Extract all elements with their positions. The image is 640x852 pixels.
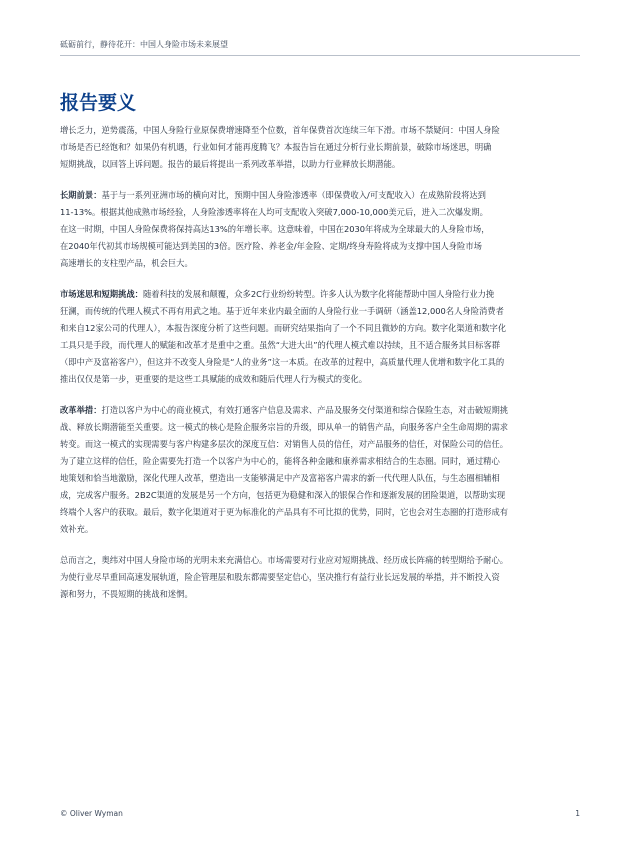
paragraph-line: [60, 320, 584, 337]
running-header: 砥砺前行，静待花开：中国人身险市场未来展望: [60, 40, 228, 49]
paragraph-line: [60, 487, 584, 504]
line-text: 转变。而这一模式的实现需要与客户构建多层次的深度互信：对销售人员的信任，对产品服务的信任，对保险公司的信任。: [60, 439, 509, 449]
line-text: 终端个人客户的获取。最后，数字化渠道对于更为标准化的产品具有不可比拟的优势，同时，它也会对生态圈的打造形成有: [60, 507, 509, 517]
paragraph-line: [60, 204, 584, 221]
line-text: 在这一时期，中国人身险保费将保持高达13%的年增长率。这意味着，中国在2030年将成为全球最大的人身险市场，: [60, 224, 490, 234]
paragraph-line: [60, 255, 584, 272]
paragraph-line: [60, 156, 584, 173]
page-title: 报告要义: [60, 92, 137, 114]
line-text: 为使行业尽早重回高速发展轨道，险企管理层和股东都需要坚定信心，坚决推行有益行业长远发展的举措，并不断投入资: [60, 572, 500, 582]
page-number: 1: [575, 809, 580, 818]
paragraph-line: [60, 419, 584, 436]
paragraph-line: [60, 470, 584, 487]
paragraph-line: [60, 552, 584, 569]
paragraph: [60, 402, 584, 538]
paragraph-line: [60, 221, 584, 238]
paragraph-line: [60, 139, 584, 156]
line-text: 增长乏力，逆势震荡，中国人身险行业原保费增速降至个位数，首年保费首次连续三年下滑。市场不禁疑问：中国人身险: [60, 125, 500, 135]
paragraph-line: [60, 504, 584, 521]
paragraph-line: [60, 187, 584, 204]
line-text: 打造以客户为中心的商业模式，有效打通客户信息及需求、产品及服务交付渠道和综合保险生态，对击破短期挑: [101, 405, 509, 415]
paragraph: [60, 552, 584, 603]
paragraph: [60, 187, 584, 272]
paragraph-line: [60, 337, 584, 354]
paragraph-line: [60, 238, 584, 255]
paragraph: [60, 286, 584, 388]
footer-copyright: © Oliver Wyman: [60, 809, 123, 818]
paragraph: [60, 122, 584, 173]
paragraph-line: [60, 436, 584, 453]
line-text: 随着科技的发展和颠覆，众多2C行业纷纷转型。许多人认为数字化将能帮助中国人身险行业力挽: [142, 289, 495, 299]
paragraph-line: [60, 569, 584, 586]
line-text: 成，完成客户服务。2B2C渠道的发展是另一个方向，包括更为稳健和深入的银保合作和逐渐发展的团险渠道，以帮助实现: [60, 490, 506, 500]
paragraph-line: [60, 122, 584, 139]
line-text: 11-13%。根据其他成熟市场经验，人身险渗透率将在人均可支配收入突破7,000-10,000美元后，进入二次爆发期。: [60, 207, 488, 217]
line-text: 工具只是手段，而代理人的赋能和改革才是重中之重。虽然“大进大出”的代理人模式难以持续，且不适合服务其目标客群: [60, 340, 501, 350]
paragraph-lead: 市场迷思和短期挑战：: [60, 289, 143, 299]
line-text: 总而言之，奥纬对中国人身险市场的光明未来充满信心。市场需要对行业应对短期挑战、经历成长阵痛的转型期给予耐心。: [60, 555, 509, 565]
line-text: 源和努力，不畏短期的挑战和迷惘。: [60, 589, 193, 599]
line-text: 短期挑战，以回答上诉问题。报告的最后将提出一系列改革举措，以助力行业释放长期潜能。: [60, 159, 401, 169]
line-text: （即中产及富裕客户），但这并不改变人身险是“人的业务”这一本质。在改革的过程中，高质量代理人优增和数字化工具的: [60, 357, 505, 367]
line-text: 地策划和恰当地激励，深化代理人改革，塑造出一支能够满足中产及富裕客户需求的新一代代理人队伍，与生态圈相辅相: [60, 473, 500, 483]
line-text: 效补充。: [60, 524, 94, 534]
header-divider: [60, 55, 580, 56]
paragraph-line: [60, 286, 584, 303]
line-text: 为了建立这样的信任，险企需要先打造一个以客户为中心的，能将各种金融和康养需求相结合的生态圈。同时，通过精心: [60, 456, 500, 466]
paragraph-lead: 长期前景：: [60, 190, 102, 200]
line-text: 推出仅仅是第一步，更重要的是这些工具赋能的成效和随后代理人行为模式的变化。: [60, 374, 367, 384]
paragraph-line: [60, 371, 584, 388]
line-text: 基于与一系列亚洲市场的横向对比，预期中国人身险渗透率（即保费收入/可支配收入）在成熟阶段将达到: [101, 190, 486, 200]
line-text: 在2040年代初其市场规模可能达到美国的3倍。医疗险、养老金/年金险、定期/终身寿险将成为支撑中国人身险市场: [60, 241, 482, 251]
body-text: [60, 122, 584, 617]
line-text: 高速增长的支柱型产品，机会巨大。: [60, 258, 193, 268]
line-text: 战、释放长期潜能至关重要。这一模式的核心是险企服务宗旨的升级，即从单一的销售产品，向服务客户全生命周期的需求: [60, 422, 509, 432]
paragraph-line: [60, 402, 584, 419]
paragraph-line: [60, 521, 584, 538]
paragraph-line: [60, 453, 584, 470]
line-text: 和来自12家公司的代理人），本报告深度分析了这些问题。而研究结果指向了一个不同且微妙的方向。数字化渠道和数字化: [60, 323, 507, 333]
line-text: 狂澜，而传统的代理人模式不再有用武之地。基于近年来业内最全面的人身险行业一手调研（涵盖12,000名人身险消费者: [60, 306, 504, 316]
paragraph-line: [60, 354, 584, 371]
paragraph-line: [60, 586, 584, 603]
line-text: 市场是否已经饱和？如果仍有机遇，行业如何才能再度腾飞？本报告旨在通过分析行业长期前景，破除市场迷思，明确: [60, 142, 492, 152]
paragraph-line: [60, 303, 584, 320]
paragraph-lead: 改革举措：: [60, 405, 102, 415]
